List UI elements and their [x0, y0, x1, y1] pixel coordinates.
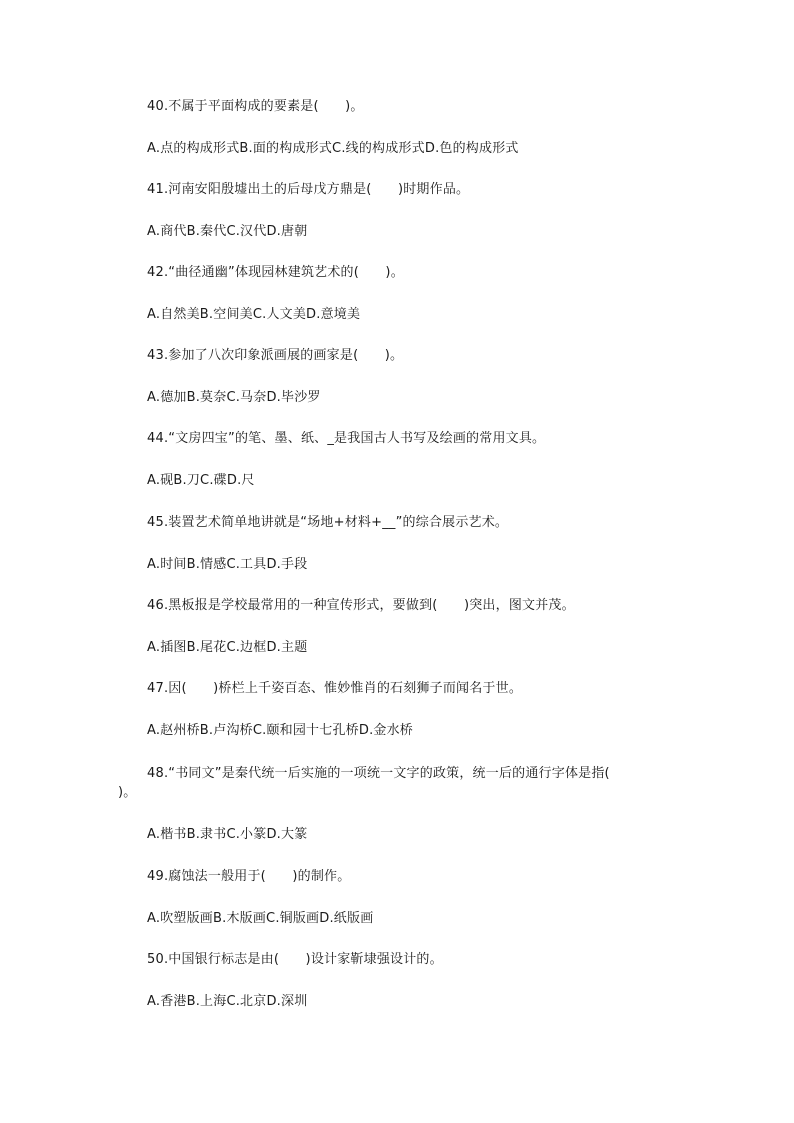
options-40: A.点的构成形式B.面的构成形式C.线的构成形式D.色的构成形式: [147, 141, 519, 156]
question-48: 48.“书同文”是秦代统一后实施的一项统一文字的政策，统一后的通行字体是指(: [147, 766, 610, 781]
options-49: A.吹塑版画B.木版画C.铜版画D.纸版画: [147, 911, 374, 926]
question-42: 42.“曲径通幽”体现园林建筑艺术的( )。: [147, 265, 404, 280]
question-40: 40.不属于平面构成的要素是( )。: [147, 99, 364, 114]
question-43: 43.参加了八次印象派画展的画家是( )。: [147, 348, 404, 363]
options-47: A.赵州桥B.卢沟桥C.颐和园十七孔桥D.金水桥: [147, 723, 413, 738]
question-44: 44.“文房四宝”的笔、墨、纸、_是我国古人书写及绘画的常用文具。: [147, 431, 546, 446]
question-46: 46.黑板报是学校最常用的一种宣传形式，要做到( )突出，图文并茂。: [147, 598, 575, 613]
options-41: A.商代B.秦代C.汉代D.唐朝: [147, 224, 308, 239]
options-43: A.德加B.莫奈C.马奈D.毕沙罗: [147, 390, 321, 405]
options-44: A.砚B.刀C.碟D.尺: [147, 473, 255, 488]
question-48-continuation: )。: [118, 785, 137, 800]
options-46: A.插图B.尾花C.边框D.主题: [147, 640, 308, 655]
options-48: A.楷书B.隶书C.小篆D.大篆: [147, 827, 308, 842]
options-50: A.香港B.上海C.北京D.深圳: [147, 994, 308, 1009]
question-49: 49.腐蚀法一般用于( )的制作。: [147, 869, 351, 884]
question-47: 47.因( )桥栏上千姿百态、惟妙惟肖的石刻狮子而闻名于世。: [147, 681, 523, 696]
question-50: 50.中国银行标志是由( )设计家靳埭强设计的。: [147, 952, 443, 967]
options-45: A.时间B.情感C.工具D.手段: [147, 557, 308, 572]
options-42: A.自然美B.空间美C.人文美D.意境美: [147, 307, 361, 322]
question-41: 41.河南安阳殷墟出土的后母戊方鼎是( )时期作品。: [147, 182, 470, 197]
question-45: 45.装置艺术简单地讲就是“场地+材料+__”的综合展示艺术。: [147, 515, 509, 530]
